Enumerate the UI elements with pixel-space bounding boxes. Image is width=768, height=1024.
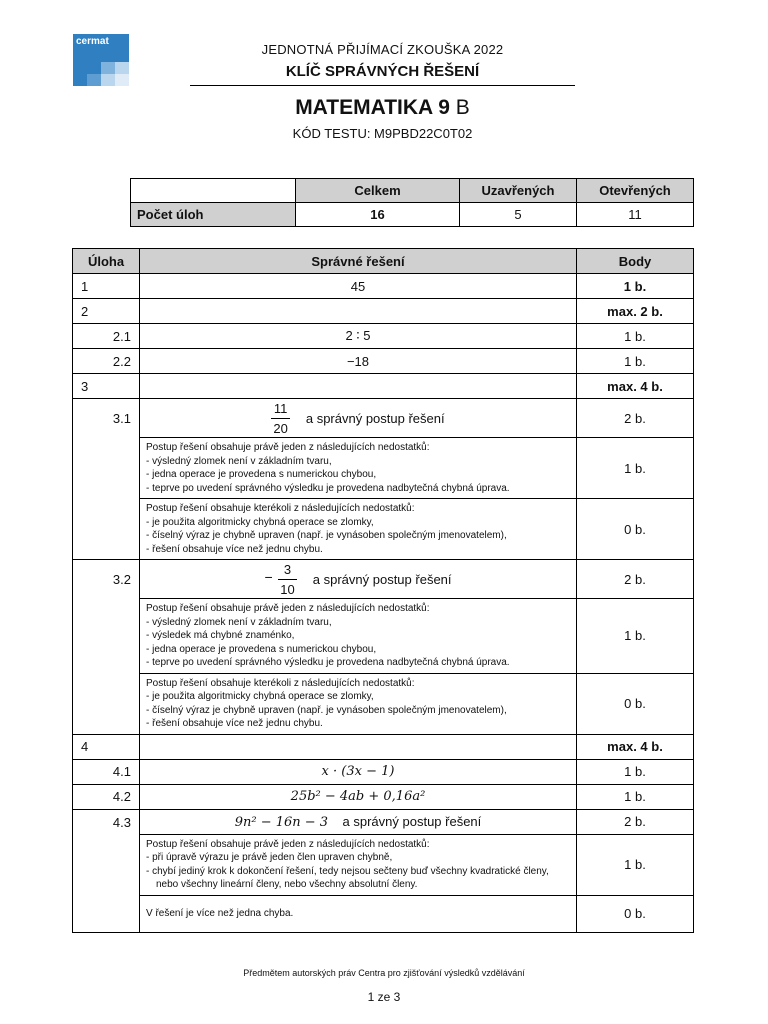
table-row [73,274,694,299]
criteria: V řešení je více než jedna chyba. [140,895,577,932]
answer-expression: 9n² − 16n − 3 [234,814,329,830]
summary-total: 16 [296,203,460,227]
points: 1 b. [577,438,694,499]
task-number: 4.2 [73,784,140,809]
criteria-item: - výsledný zlomek není v základním tvaru, [146,616,332,628]
table-row [73,399,694,438]
fraction-numerator: 11 [271,401,289,419]
task-number: 3.2 [73,560,140,735]
criteria [140,834,577,895]
criteria-item: - jedna operace je provedena s numerickou chybou, [146,469,377,480]
table-row [73,324,694,349]
points: 1 b. [577,759,694,784]
answer [140,399,577,438]
criteria [140,438,577,499]
summary-open: 11 [577,203,694,227]
header-divider [190,85,575,86]
criteria [140,499,577,560]
summary-row-label: Počet úloh [131,203,296,227]
answer [140,809,577,834]
answer: 25b² − 4ab + 0,16a² [140,784,577,809]
key-title: KLÍČ SPRÁVNÝCH ŘEŠENÍ [285,63,480,80]
criteria-item: - chybí jediný krok k dokončení řešení, tedy nejsou sečteny buď všechny kvadratické členy, nebo všechny lineární členy, nebo všechny absolutní členy. [146,865,549,890]
points: 1 b. [577,324,694,349]
table-row [73,834,694,895]
table-row [73,299,694,324]
task-number: 4.3 [73,809,140,932]
table-row [73,560,694,599]
table-row [73,374,694,399]
criteria-item: - číselný výraz je chybně upraven (např. je vynásoben společným jmenovatelem), [146,530,507,541]
summary-closed: 5 [460,203,577,227]
summary-table [130,178,694,227]
task-number: 3.1 [73,399,140,560]
criteria-item: - teprve po uvedení správného výsledku je provedena nadbytečná chybná úprava. [146,657,510,668]
points: 2 b. [577,809,694,834]
minus-sign: − [264,569,273,586]
points: max. 4 b. [577,734,694,759]
criteria-intro: Postup řešení obsahuje právě jeden z následujících nedostatků: [146,442,430,453]
criteria-item: - při úpravě výrazu je právě jeden člen upraven chybně, [146,852,393,863]
answer: x · (3x − 1) [140,759,577,784]
table-row [73,599,694,674]
points: 1 b. [577,599,694,674]
answer [140,299,577,324]
table-row [73,673,694,734]
summary-header-closed: Uzavřených [460,179,577,203]
criteria-item: - teprve po uvedení správného výsledku je provedena nadbytečná chybná úprava. [146,482,510,494]
points: 1 b. [577,274,694,299]
criteria-intro: Postup řešení obsahuje právě jeden z následujících nedostatků: [146,603,430,614]
criteria-intro: Postup řešení obsahuje kterékoli z následujících nedostatků: [146,503,415,514]
points: max. 4 b. [577,374,694,399]
fraction-denominator: 20 [273,420,288,436]
criteria-item: - výsledek má chybné znaménko, [146,630,295,641]
criteria-item: - jedna operace je provedena s numerickou chybou, [146,643,377,655]
answer-key-table [72,248,694,933]
subject-title [190,96,575,120]
answer [140,560,577,599]
points: 0 b. [577,895,694,932]
copyright-note: Předmětem autorských práv Centra pro zjišťování výsledků vzdělávání [243,968,525,978]
fraction [271,401,289,436]
exam-title: JEDNOTNÁ PŘIJÍMACÍ ZKOUŠKA 2022 [261,42,504,57]
criteria [140,673,577,734]
fraction-numerator: 3 [278,562,296,580]
summary-corner [131,179,296,203]
criteria-intro: Postup řešení obsahuje právě jeden z následujících nedostatků: [146,838,430,850]
task-number: 4.1 [73,759,140,784]
table-row [73,784,694,809]
task-number: 2.1 [73,324,140,349]
criteria-item: - řešení obsahuje více než jednu chybu. [146,543,323,555]
task-number: 4 [73,734,140,759]
criteria-item: - řešení obsahuje více než jednu chybu. [146,718,323,729]
task-number: 2.2 [73,349,140,374]
table-row [73,734,694,759]
summary-header-open: Otevřených [577,179,694,203]
test-code: KÓD TESTU: M9PBD22C0T02 [292,126,473,141]
criteria-item: - je použita algoritmicky chybná operace se zlomky, [146,516,374,528]
criteria-item: - je použita algoritmicky chybná operace se zlomky, [146,691,374,702]
task-number: 1 [73,274,140,299]
answer-note: a správný postup řešení [342,813,482,829]
answer-note: a správný postup řešení [312,571,452,587]
points: 0 b. [577,499,694,560]
criteria-intro: Postup řešení obsahuje kterékoli z následujících nedostatků: [146,677,415,689]
table-row [73,895,694,932]
fraction [278,562,296,597]
header-solution: Správné řešení [140,249,577,274]
answer: −18 [140,349,577,374]
logo-text: cermat [76,36,109,47]
points: 0 b. [577,673,694,734]
points: 1 b. [577,834,694,895]
summary-header-total: Celkem [296,179,460,203]
cermat-logo [73,34,129,86]
points: 1 b. [577,784,694,809]
table-row [73,438,694,499]
criteria-item: - výsledný zlomek není v základním tvaru, [146,455,332,467]
header-points: Body [577,249,694,274]
points: 1 b. [577,349,694,374]
table-row [73,809,694,834]
subject-name: MATEMATIKA 9 [295,96,450,119]
answer: 45 [140,274,577,299]
task-number: 2 [73,299,140,324]
task-number: 3 [73,374,140,399]
answer [140,374,577,399]
table-header-row [73,249,694,274]
table-row [73,759,694,784]
answer [140,734,577,759]
table-row [73,499,694,560]
table-row [73,349,694,374]
points: max. 2 b. [577,299,694,324]
fraction-denominator: 10 [280,581,295,597]
header-task: Úloha [73,249,140,274]
points: 2 b. [577,560,694,599]
points: 2 b. [577,399,694,438]
answer: 2 ∶ 5 [140,324,577,349]
answer-note: a správný postup řešení [305,410,445,426]
criteria-item: - číselný výraz je chybně upraven (např. je vynásoben společným jmenovatelem), [146,704,507,716]
page-number: 1 ze 3 [367,990,401,1004]
criteria [140,599,577,674]
subject-variant: B [455,96,470,119]
